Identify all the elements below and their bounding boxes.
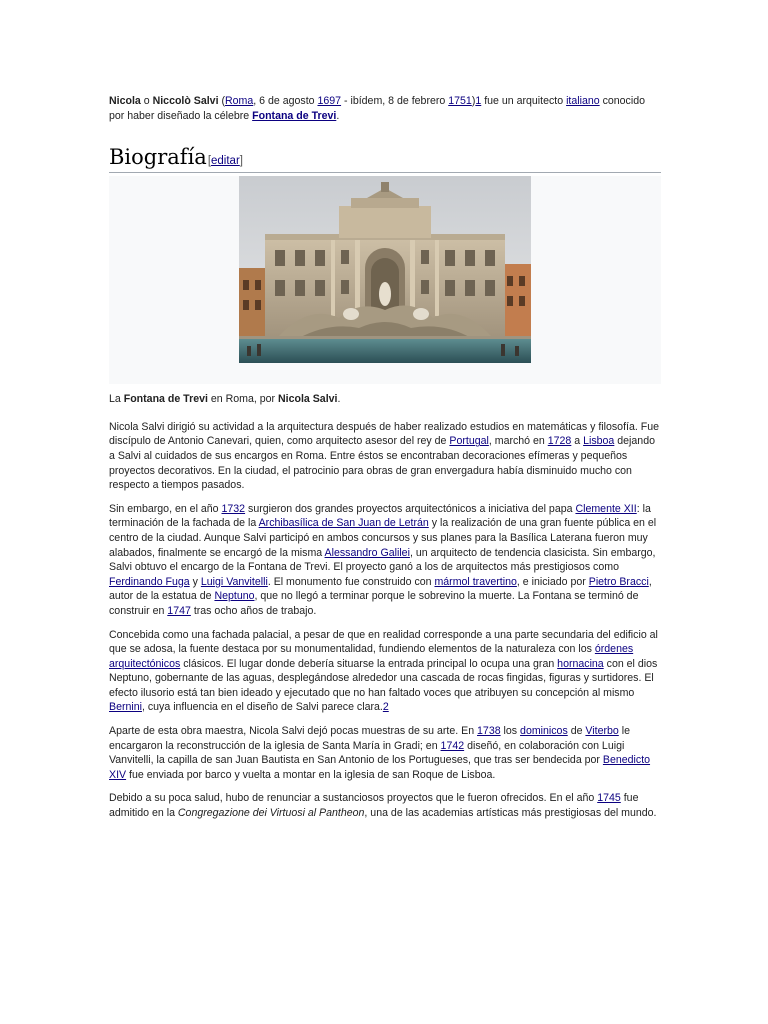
link-marmol-travertino[interactable]: mármol travertino (434, 575, 517, 588)
paragraph-4: Aparte de esta obra maestra, Nicola Salvi dejó pocas muestras de su arte. En 1738 los dominicos de Viterbo le encargaron la reconstrucción de la iglesia de Santa María in Gradi; en 1742 diseñó, en colaboración con Luigi Vanvitelli, la capilla de san Juan Bautista en San Antonio de los Portugueses, que tras ser bendecida por Benedicto XIV fue enviada por barco y vuelta a montar en la iglesia de san Roque de Lisboa. (109, 725, 651, 781)
link-1738[interactable]: 1738 (477, 725, 501, 738)
intro-paragraph: Nicola o Niccolò Salvi (Roma, 6 de agosto 1697 - ibídem, 8 de febrero 1751)1 fue un arquitecto italiano conocido por haber diseñado la célebre Fontana de Trevi. (109, 95, 645, 122)
congregazione-title: Congregazione dei Virtuosi al Pantheon (177, 807, 365, 820)
link-archibasilica[interactable]: Archibasílica de San Juan de Letrán (258, 517, 429, 530)
link-lisboa[interactable]: Lisboa (583, 435, 615, 448)
paragraph-2: Sin embargo, en el año 1732 surgieron dos grandes proyectos arquitectónicos a iniciativa del papa Clemente XII: la terminación de la fachada de la Archibasílica de San Juan de Letrán y la realización de una gran fuente pública en el centro de la ciudad. Aunque Salvi participó en ambos concursos y sus planes para la Basílica Laterana fueron muy alabados, finalmente se encargó de la misma Alessandro Galilei, un arquitecto de tendencia clasicista. Sin embargo, Salvi obtuvo el encargo de la Fontana de Trevi. El proyecto ganó a los de arquitectos más prestigiosos como Ferdinando Fuga y Luigi Vanvitelli. El monumento fue construido con mármol travertino, e iniciado por Pietro Bracci, autor de la estatua de Neptuno, que no llegó a terminar porque le sobrevino la muerte. La Fontana se terminó de construir en 1747 tras ocho años de trabajo. (109, 502, 657, 617)
edit-link[interactable]: editar (211, 155, 240, 168)
link-pietro-bracci[interactable]: Pietro Bracci (588, 575, 649, 588)
section-heading-biografia (109, 143, 661, 173)
link-clemente-xii[interactable]: Clemente XII (575, 502, 637, 515)
article-body (109, 94, 661, 830)
link-italiano[interactable]: italiano (566, 95, 600, 107)
reference-1[interactable]: 1 (475, 95, 482, 107)
link-luigi-vanvitelli[interactable]: Luigi Vanvitelli (200, 575, 268, 588)
link-1745[interactable]: 1745 (597, 792, 621, 805)
figure-box (109, 176, 661, 384)
link-1697[interactable]: 1697 (317, 95, 342, 107)
link-benedicto-xiv[interactable]: Benedicto XIV (109, 754, 651, 781)
link-1747[interactable]: 1747 (167, 604, 191, 617)
paragraph-3: Concebida como una fachada palacial, a pesar de que en realidad corresponde a una parte secundaria del edificio al que se adosa, la fuente destaca por su monumentalidad, fundiendo elementos de la naturaleza con los órdenes arquitectónicos clásicos. El lugar donde debería situarse la entrada principal lo ocupa una gran hornacina con el dios Neptuno, gobernante de las aguas, desplegándose alrededor una cascada de rocas fingidas, figuras y surtidores. El efecto ilusorio está tan bien ideado y ejecutado que no han faltado voces que atribuyen su concepción al mismo Bernini, cuya influencia en el diseño de Salvi parece clara.2 (109, 628, 658, 714)
link-1742[interactable]: 1742 (440, 739, 465, 752)
reference-2[interactable]: 2 (382, 701, 389, 714)
paragraph-1: Nicola Salvi dirigió su actividad a la arquitectura después de haber realizado estudios en matemáticas y filosofía. Fue discípulo de Antonio Canevari, quien, como arquitecto asesor del rey de Portugal, marchó en 1728 a Lisboa dejando a Salvi al cuidados de sus encargos en Roma. Entre éstos se encontraban decoraciones efímeras y pequeños proyectos decorativos. En la ciudad, el patrocinio para obras de gran envergadura había disminuido mucho con respecto a tiempos pasados. (109, 420, 659, 492)
link-ferdinando-fuga[interactable]: Ferdinando Fuga (109, 575, 190, 588)
link-1751[interactable]: 1751 (448, 95, 472, 107)
edit-section: [editar] (207, 155, 243, 168)
figure-caption: La Fontana de Trevi en Roma, por Nicola Salvi. (109, 393, 341, 406)
link-1728[interactable]: 1728 (547, 435, 572, 448)
trevi-fountain-photo (239, 176, 531, 363)
section-title: Biografía (109, 145, 207, 170)
link-bernini[interactable]: Bernini (109, 701, 142, 714)
link-ordenes-arquitectonicos[interactable]: órdenes arquitectónicos (109, 643, 634, 670)
link-viterbo[interactable]: Viterbo (585, 725, 619, 738)
link-alessandro-galilei[interactable]: Alessandro Galilei (324, 546, 410, 559)
link-hornacina[interactable]: hornacina (557, 657, 604, 670)
paragraph-5: Debido a su poca salud, hubo de renunciar a sustanciosos proyectos que le fueron ofrecidos. En el año 1745 fue admitido en la Congregazione dei Virtuosi al Pantheon, una de las academias artísticas más prestigiosas del mundo. (109, 792, 657, 820)
link-portugal[interactable]: Portugal (449, 435, 489, 448)
subject-full-name: Niccolò Salvi (152, 95, 219, 107)
link-roma[interactable]: Roma (225, 95, 254, 107)
link-1732[interactable]: 1732 (221, 502, 246, 515)
link-fontana-de-trevi[interactable]: Fontana de Trevi (252, 109, 337, 122)
subject-name: Nicola (109, 95, 141, 107)
link-dominicos[interactable]: dominicos (520, 725, 568, 738)
link-neptuno[interactable]: Neptuno (214, 590, 255, 603)
